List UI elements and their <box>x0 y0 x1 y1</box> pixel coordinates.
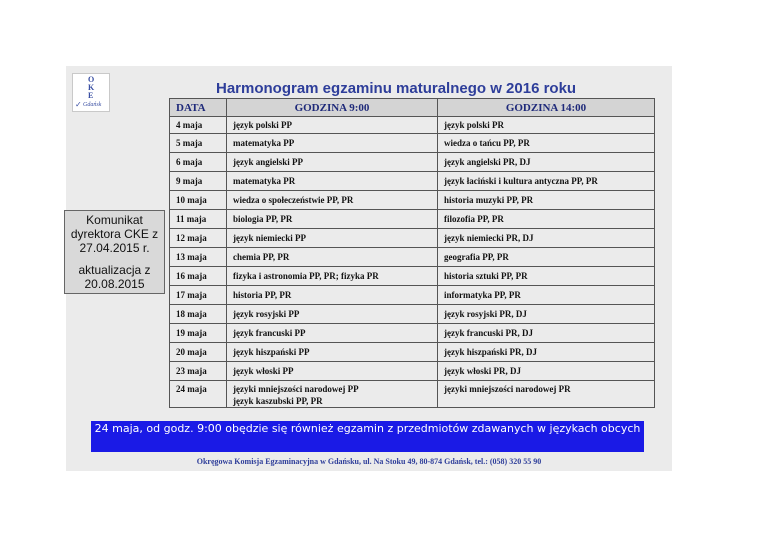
header-morning: GODZINA 9:00 <box>227 99 438 117</box>
cell-date: 5 maja <box>170 134 227 153</box>
table-row <box>170 324 655 343</box>
cell-date: 13 maja <box>170 248 227 267</box>
table-row <box>170 381 655 408</box>
table-row <box>170 267 655 286</box>
table-row <box>170 134 655 153</box>
cell-morning: język angielski PP <box>227 153 438 172</box>
cell-afternoon: informatyka PP, PR <box>438 286 655 305</box>
header-date: DATA <box>170 99 227 117</box>
cell-date: 16 maja <box>170 267 227 286</box>
cell-morning: fizyka i astronomia PP, PR; fizyka PR <box>227 267 438 286</box>
logo-letter-k: K <box>88 83 95 92</box>
cell-date: 24 maja <box>170 381 227 408</box>
oke-logo <box>72 73 110 112</box>
logo-letter-o: O <box>88 75 95 84</box>
table-row <box>170 191 655 210</box>
cell-date: 12 maja <box>170 229 227 248</box>
cell-morning: język niemiecki PP <box>227 229 438 248</box>
table-row <box>170 229 655 248</box>
cell-morning: wiedza o społeczeństwie PP, PR <box>227 191 438 210</box>
cell-afternoon: geografia PP, PR <box>438 248 655 267</box>
cell-date: 9 maja <box>170 172 227 191</box>
cell-date: 23 maja <box>170 362 227 381</box>
notice-announcement: Komunikat dyrektora CKE z 27.04.2015 r. <box>70 213 159 255</box>
cke-notice-box <box>64 210 165 294</box>
header-afternoon: GODZINA 14:00 <box>438 99 655 117</box>
table-row <box>170 343 655 362</box>
notice-update: aktualizacja z 20.08.2015 <box>78 263 151 291</box>
cell-afternoon: języki mniejszości narodowej PR <box>438 381 655 408</box>
table-row <box>170 172 655 191</box>
table-row <box>170 248 655 267</box>
cell-morning: matematyka PP <box>227 134 438 153</box>
cell-afternoon: język rosyjski PR, DJ <box>438 305 655 324</box>
table-row <box>170 117 655 134</box>
cell-afternoon: filozofia PP, PR <box>438 210 655 229</box>
table-row <box>170 362 655 381</box>
check-icon: ✓ <box>75 100 82 109</box>
cell-afternoon: język hiszpański PR, DJ <box>438 343 655 362</box>
cell-morning: matematyka PR <box>227 172 438 191</box>
cell-date: 18 maja <box>170 305 227 324</box>
exam-schedule-table <box>169 98 655 408</box>
cell-afternoon: język włoski PR, DJ <box>438 362 655 381</box>
footer-contact: Okręgowa Komisja Egzaminacyjna w Gdańsku, ul. Na Stoku 49, 80-874 Gdańsk, tel.: (058) 320 55 90 <box>196 457 542 466</box>
logo-letter-e: E <box>88 91 94 100</box>
cell-morning: język hiszpański PP <box>227 343 438 362</box>
table-row <box>170 286 655 305</box>
cell-morning: język polski PP <box>227 117 438 134</box>
cell-morning: biologia PP, PR <box>227 210 438 229</box>
cell-date: 10 maja <box>170 191 227 210</box>
cell-date: 6 maja <box>170 153 227 172</box>
cell-morning: język włoski PP <box>227 362 438 381</box>
page-title: Harmonogram egzaminu maturalnego w 2016 roku <box>216 80 577 97</box>
cell-afternoon: historia sztuki PP, PR <box>438 267 655 286</box>
cell-date: 19 maja <box>170 324 227 343</box>
cell-date: 11 maja <box>170 210 227 229</box>
cell-morning: język francuski PP <box>227 324 438 343</box>
cell-afternoon: język polski PR <box>438 117 655 134</box>
cell-afternoon: wiedza o tańcu PP, PR <box>438 134 655 153</box>
foreign-language-exam-banner: 24 maja, od godz. 9:00 obędzie się również egzamin z przedmiotów zdawanych w językach obcych <box>91 421 644 452</box>
cell-afternoon: język łaciński i kultura antyczna PP, PR <box>438 172 655 191</box>
cell-afternoon: historia muzyki PP, PR <box>438 191 655 210</box>
cell-afternoon: język francuski PR, DJ <box>438 324 655 343</box>
table-row <box>170 210 655 229</box>
cell-morning: historia PP, PR <box>227 286 438 305</box>
table-row <box>170 305 655 324</box>
cell-date: 20 maja <box>170 343 227 362</box>
cell-afternoon: język angielski PR, DJ <box>438 153 655 172</box>
cell-morning: języki mniejszości narodowej PP język kaszubski PP, PR <box>227 381 438 408</box>
table-header-row <box>170 99 655 117</box>
cell-date: 4 maja <box>170 117 227 134</box>
logo-city: Gdańsk <box>83 102 102 108</box>
cell-morning: chemia PP, PR <box>227 248 438 267</box>
cell-morning: język rosyjski PP <box>227 305 438 324</box>
table-row <box>170 153 655 172</box>
cell-afternoon: język niemiecki PR, DJ <box>438 229 655 248</box>
cell-date: 17 maja <box>170 286 227 305</box>
